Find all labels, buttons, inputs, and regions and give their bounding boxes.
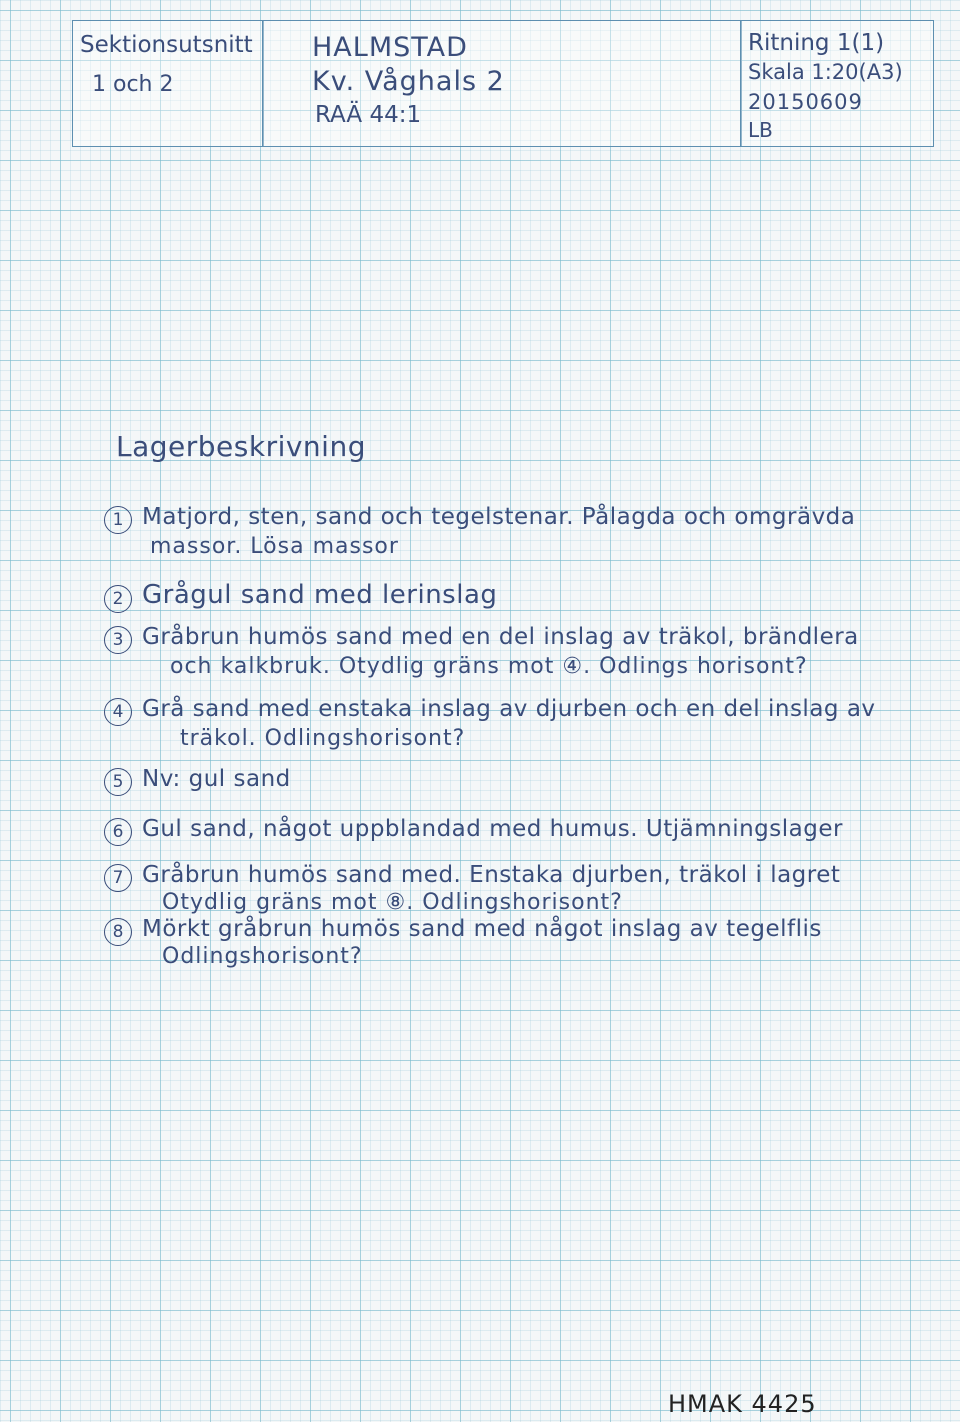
layer-number-4: 4 (104, 698, 132, 726)
layer-8-line2: Odlingshorisont? (162, 944, 363, 969)
layer-1-line1: Matjord, sten, sand och tegelstenar. Pålagda och omgrävda (142, 504, 856, 530)
layer-4-line1: Grå sand med enstaka inslag av djurben och en del inslag av (142, 696, 876, 722)
layer-entry-1 (104, 504, 855, 534)
layer-2-line1: Grågul sand med lerinslag (142, 580, 498, 610)
layer-entry-2 (104, 580, 497, 613)
archive-id: HMAK 4425 (668, 1390, 817, 1418)
layer-number-7: 7 (104, 864, 132, 892)
layer-number-2: 2 (104, 585, 132, 613)
layer-4-line2: träkol. Odlingshorisont? (180, 726, 466, 751)
drawing-initials: LB (748, 118, 773, 142)
layer-entry-5 (104, 766, 291, 796)
layer-entry-3 (104, 624, 859, 654)
layer-entry-8 (104, 916, 822, 946)
layer-6-line1: Gul sand, något uppblandad med humus. Utjämningslager (142, 816, 843, 842)
layer-7-line1: Gråbrun humös sand med. Enstaka djurben, träkol i lagret (142, 862, 841, 888)
layer-entry-7 (104, 862, 840, 892)
layer-3-line1: Gråbrun humös sand med en del inslag av träkol, brändlera (142, 624, 859, 650)
site-city: HALMSTAD (312, 32, 468, 63)
layer-number-8: 8 (104, 918, 132, 946)
layer-1-line2: massor. Lösa massor (150, 534, 399, 559)
drawing-date: 20150609 (748, 90, 863, 114)
layer-number-1: 1 (104, 506, 132, 534)
section-title: Sektionsutsnitt (80, 32, 253, 58)
layer-number-5: 5 (104, 768, 132, 796)
site-block: Kv. Våghals 2 (312, 66, 505, 97)
layer-7-line2: Otydlig gräns mot ⑧. Odlingshorisont? (162, 890, 623, 915)
section-numbers: 1 och 2 (92, 72, 174, 97)
drawing-scale: Skala 1:20(A3) (748, 60, 903, 84)
site-raa: RAÄ 44:1 (315, 102, 422, 128)
layer-entry-4 (104, 696, 876, 726)
layer-8-line1: Mörkt gråbrun humös sand med något inslag av tegelflis (142, 916, 822, 942)
drawing-number: Ritning 1(1) (748, 30, 885, 56)
layer-entry-6 (104, 816, 843, 846)
layer-number-3: 3 (104, 626, 132, 654)
layer-description-heading: Lagerbeskrivning (116, 430, 366, 463)
layer-5-line1: Nv: gul sand (142, 766, 291, 792)
layer-number-6: 6 (104, 818, 132, 846)
layer-3-line2: och kalkbruk. Otydlig gräns mot ④. Odlings horisont? (170, 654, 808, 679)
